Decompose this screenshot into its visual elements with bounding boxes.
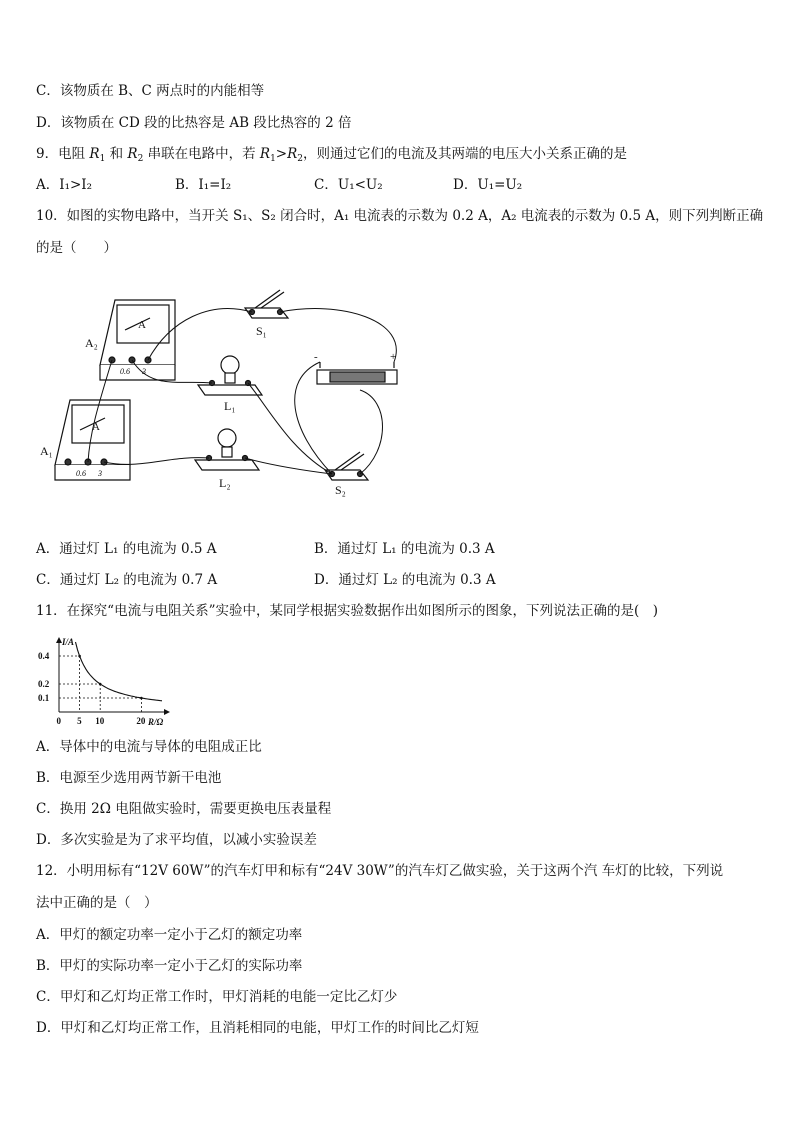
current-resistance-chart <box>34 632 184 727</box>
q12-option-b: B．甲灯的实际功率一定小于乙灯的实际功率 <box>36 958 303 974</box>
x-tick-label-0: 0 <box>56 716 61 726</box>
x-tick-label-3: 20 <box>136 716 146 726</box>
q8-option-c: C．该物质在 B、C 两点时的内能相等 <box>36 83 265 99</box>
q11-option-c: C．换用 2Ω 电阻做实验时，需要更换电压表量程 <box>36 801 332 817</box>
q10-option-b: B．通过灯 L₁ 的电流为 0.3 A <box>314 541 495 557</box>
label-a2: A₂ <box>85 336 98 350</box>
q12-stem-line2: 法中正确的是（ ） <box>36 895 158 911</box>
q10-option-d: D．通过灯 L₂ 的电流为 0.3 A <box>314 572 496 588</box>
q8-option-d: D．该物质在 CD 段的比热容是 AB 段比热容的 2 倍 <box>36 115 352 131</box>
q12-option-a: A．甲灯的额定功率一定小于乙灯的额定功率 <box>36 927 303 943</box>
q11-option-d: D．多次实验是为了求平均值，以减小实验误差 <box>36 832 317 848</box>
ammeter-a1 <box>55 400 130 480</box>
battery-plus-label: + <box>390 351 397 363</box>
x-tick-label-1: 5 <box>77 716 82 726</box>
meter-a2-face-label: A <box>138 319 146 331</box>
q12-stem-line1: 12．小明用标有“12V 60W”的汽车灯甲和标有“24V 30W”的汽车灯乙做实验，关于这两个汽 车灯的比较，下列说 <box>36 863 724 879</box>
q11-stem: 11．在探究“电流与电阻关系”实验中，某同学根据实验数据作出如图所示的图象，下列说法正确的是( ) <box>36 603 659 619</box>
switch-s2 <box>325 452 368 480</box>
switch-s1 <box>245 290 288 318</box>
label-l2: L₂ <box>219 476 231 490</box>
battery <box>317 362 397 384</box>
label-l1: L₁ <box>224 399 236 413</box>
a1-scale-3: 3 <box>98 469 102 478</box>
q9-option-a: A．I₁>I₂ <box>36 177 93 193</box>
q10-option-a: A．通过灯 L₁ 的电流为 0.5 A <box>36 541 217 557</box>
y-tick-label-2: 0.1 <box>38 693 50 703</box>
a2-scale-3: 3 <box>142 367 146 376</box>
x-axis-label: R/Ω <box>148 717 164 727</box>
circuit-figure <box>30 280 420 510</box>
q9-option-d: D．U₁=U₂ <box>453 177 523 193</box>
q12-option-c: C．甲灯和乙灯均正常工作时，甲灯消耗的电能一定比乙灯少 <box>36 989 398 1005</box>
q11-option-b: B．电源至少选用两节新干电池 <box>36 770 222 786</box>
y-axis-label: I/A <box>62 637 75 647</box>
q12-option-d: D．甲灯和乙灯均正常工作，且消耗相同的电能，甲灯工作的时间比乙灯短 <box>36 1020 479 1036</box>
y-tick-label-0: 0.4 <box>38 651 50 661</box>
q11-option-a: A．导体中的电流与导体的电阻成正比 <box>36 739 262 755</box>
q10-option-c: C．通过灯 L₂ 的电流为 0.7 A <box>36 572 218 588</box>
a2-scale-06: 0.6 <box>120 367 130 376</box>
label-s1: S₁ <box>256 324 267 338</box>
q10-stem-line2: 的是（ ） <box>36 240 117 256</box>
lamp-l2 <box>195 429 259 470</box>
series-line <box>76 642 163 701</box>
q9-stem: 9．电阻 $R_1$ 和 $R_2$ 串联在电路中，若 $R_1>R_2$，则通过它们的电流及其两端的电压大小关系正确的是 <box>36 146 628 164</box>
q9-option-c: C．U₁<U₂ <box>314 177 383 193</box>
x-tick-label-2: 10 <box>95 716 105 726</box>
label-s2: S₂ <box>335 483 346 497</box>
y-tick-label-1: 0.2 <box>38 679 50 689</box>
q9-option-b: B．I₁=I₂ <box>175 177 232 193</box>
q10-stem-line1: 10．如图的实物电路中，当开关 S₁、S₂ 闭合时，A₁ 电流表的示数为 0.2 A，A₂ 电流表的示数为 0.5 A，则下列判断正确 <box>36 208 764 224</box>
label-a1: A₁ <box>40 444 53 458</box>
battery-minus-label: - <box>314 351 318 363</box>
a1-scale-06: 0.6 <box>76 469 86 478</box>
meter-a1-face-label: A <box>92 421 100 433</box>
